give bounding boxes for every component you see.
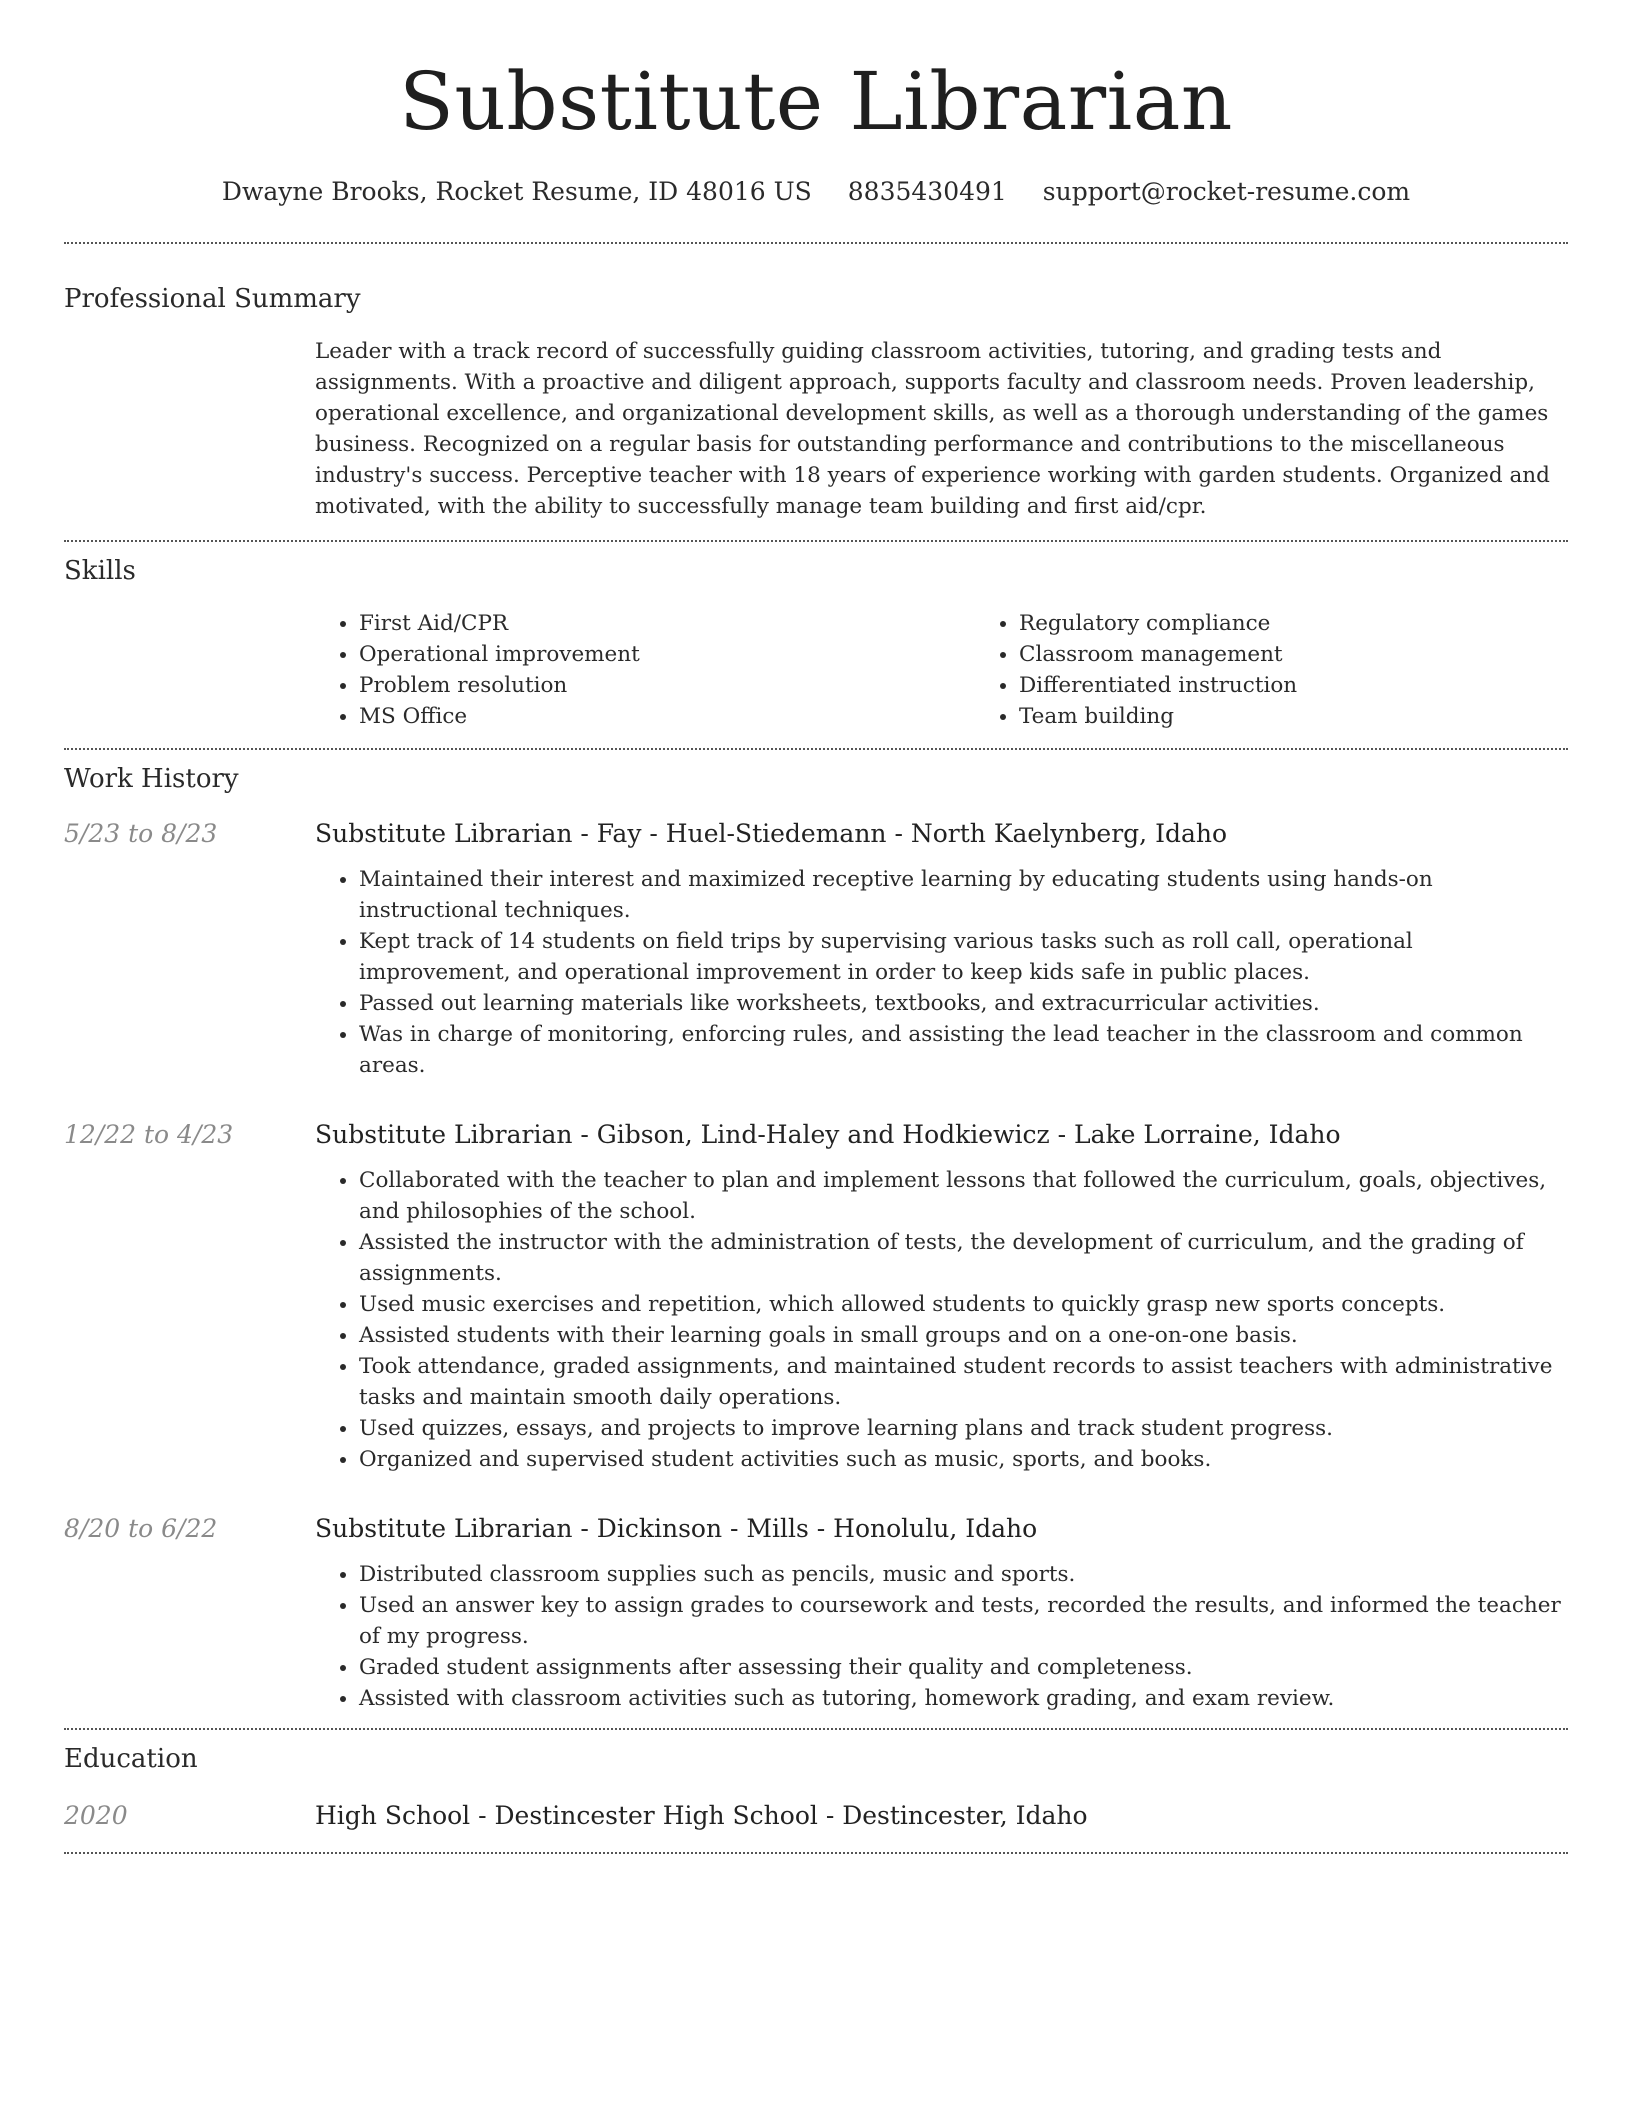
- summary-body: [315, 336, 1568, 522]
- skill-item: • Classroom management: [1019, 639, 1632, 670]
- job-header: [64, 1513, 1568, 1545]
- job-bullet: • Distributed classroom supplies such as pencils, music and sports.: [359, 1559, 1568, 1590]
- contact-line: [64, 176, 1568, 208]
- job-entry: [64, 1513, 1568, 1714]
- skill-item: • Operational improvement: [359, 639, 975, 670]
- divider-summary: [64, 540, 1568, 542]
- contact-email: support@rocket-resume.com: [1042, 177, 1411, 206]
- job-header: [64, 818, 1568, 850]
- summary-heading: Professional Summary: [64, 284, 361, 314]
- job-bullet: • Assisted with classroom activities such as tutoring, homework grading, and exam review.: [359, 1683, 1568, 1714]
- job-spacer: [64, 1559, 315, 1714]
- education-heading: Education: [64, 1744, 198, 1774]
- job-bullet: • Kept track of 14 students on field trips by supervising various tasks such as roll call, operational improvement, and operational improvement in order to keep kids safe in public places.: [359, 926, 1568, 988]
- summary-row: [64, 336, 1568, 522]
- job-bullet: • Graded student assignments after assessing their quality and completeness.: [359, 1652, 1568, 1683]
- job-bullet: • Assisted the instructor with the administration of tests, the development of curriculum, and the grading of assignments.: [359, 1227, 1568, 1289]
- job-bullet: • Took attendance, graded assignments, and maintained student records to assist teachers with administrative tasks and maintain smooth daily operations.: [359, 1351, 1568, 1413]
- divider-education: [64, 1852, 1568, 1854]
- resume-name: Substitute Librarian: [399, 55, 1233, 148]
- job-date: 8/20 to 6/22: [64, 1514, 218, 1543]
- job-bullet: • Collaborated with the teacher to plan and implement lessons that followed the curriculum, goals, objectives, and philosophies of the school.: [359, 1165, 1568, 1227]
- job-bullets: [315, 1165, 1568, 1475]
- job-bullet: • Used an answer key to assign grades to coursework and tests, recorded the results, and informed the teacher of my progress.: [359, 1590, 1568, 1652]
- job-entry: [64, 1119, 1568, 1475]
- job-bullets-wrap: [315, 1559, 1568, 1714]
- education-date: 2020: [64, 1801, 128, 1830]
- skill-item: • Differentiated instruction: [1019, 670, 1632, 701]
- work-section: [64, 762, 1568, 1714]
- job-date: 5/23 to 8/23: [64, 819, 218, 848]
- contact-phone: 8835430491: [847, 177, 1007, 206]
- education-title: High School - Destincester High School - Destincester, Idaho: [315, 1801, 1088, 1830]
- summary-section: [64, 282, 1568, 522]
- divider-header: [64, 242, 1568, 244]
- job-details: [64, 864, 1568, 1081]
- contact-address: Dwayne Brooks, Rocket Resume, ID 48016 US: [221, 177, 812, 206]
- skills-spacer: [64, 608, 315, 732]
- job-bullet: • Assisted students with their learning goals in small groups and on a one-on-one basis.: [359, 1320, 1568, 1351]
- job-entry: [64, 818, 1568, 1081]
- skill-item: • MS Office: [359, 701, 975, 732]
- job-title: Substitute Librarian - Dickinson - Mills - Honolulu, Idaho: [315, 1514, 1038, 1543]
- education-entry: [64, 1800, 1568, 1832]
- job-date: 12/22 to 4/23: [64, 1120, 234, 1149]
- skill-item: • Team building: [1019, 701, 1632, 732]
- job-header: [64, 1119, 1568, 1151]
- job-bullet: • Was in charge of monitoring, enforcing rules, and assisting the lead teacher in the classroom and common areas.: [359, 1019, 1568, 1081]
- skills-row: [64, 608, 1568, 732]
- job-spacer: [64, 1165, 315, 1475]
- education-section: [64, 1742, 1568, 1832]
- job-bullets: [315, 864, 1568, 1081]
- skills-section: [64, 554, 1568, 732]
- divider-skills: [64, 748, 1568, 750]
- job-bullet: • Used quizzes, essays, and projects to improve learning plans and track student progress.: [359, 1413, 1568, 1444]
- job-bullet: • Used music exercises and repetition, which allowed students to quickly grasp new sports concepts.: [359, 1289, 1568, 1320]
- job-bullets-wrap: [315, 1165, 1568, 1475]
- work-heading: Work History: [64, 764, 239, 794]
- skills-columns: [315, 608, 1632, 732]
- job-details: [64, 1559, 1568, 1714]
- skills-heading: Skills: [64, 556, 136, 586]
- job-title: Substitute Librarian - Fay - Huel-Stiedemann - North Kaelynberg, Idaho: [315, 819, 1228, 848]
- job-title: Substitute Librarian - Gibson, Lind-Haley and Hodkiewicz - Lake Lorraine, Idaho: [315, 1120, 1341, 1149]
- job-bullets: [315, 1559, 1568, 1714]
- job-bullet: • Organized and supervised student activities such as music, sports, and books.: [359, 1444, 1568, 1475]
- job-bullet: • Maintained their interest and maximized receptive learning by educating students using hands-on instructional techniques.: [359, 864, 1568, 926]
- skills-list-left: [315, 608, 975, 732]
- summary-spacer: [64, 336, 315, 522]
- job-details: [64, 1165, 1568, 1475]
- divider-work: [64, 1728, 1568, 1730]
- job-bullet: • Passed out learning materials like worksheets, textbooks, and extracurricular activities.: [359, 988, 1568, 1019]
- summary-text: Leader with a track record of successfully guiding classroom activities, tutoring, and grading tests and assignments. With a proactive and diligent approach, supports faculty and classroom needs. Proven leadership, operational excellence, and organizational development skills, as well as a thorough understanding of the games business. Recognized on a regular basis for outstanding performance and contributions to the miscellaneous industry's success. Perceptive teacher with 18 years of experience working with garden students. Organized and motivated, with the ability to successfully manage team building and first aid/cpr.: [315, 339, 1550, 519]
- job-spacer: [64, 864, 315, 1081]
- skill-item: • First Aid/CPR: [359, 608, 975, 639]
- job-bullets-wrap: [315, 864, 1568, 1081]
- skills-list-right: [975, 608, 1632, 732]
- skill-item: • Problem resolution: [359, 670, 975, 701]
- skill-item: • Regulatory compliance: [1019, 608, 1632, 639]
